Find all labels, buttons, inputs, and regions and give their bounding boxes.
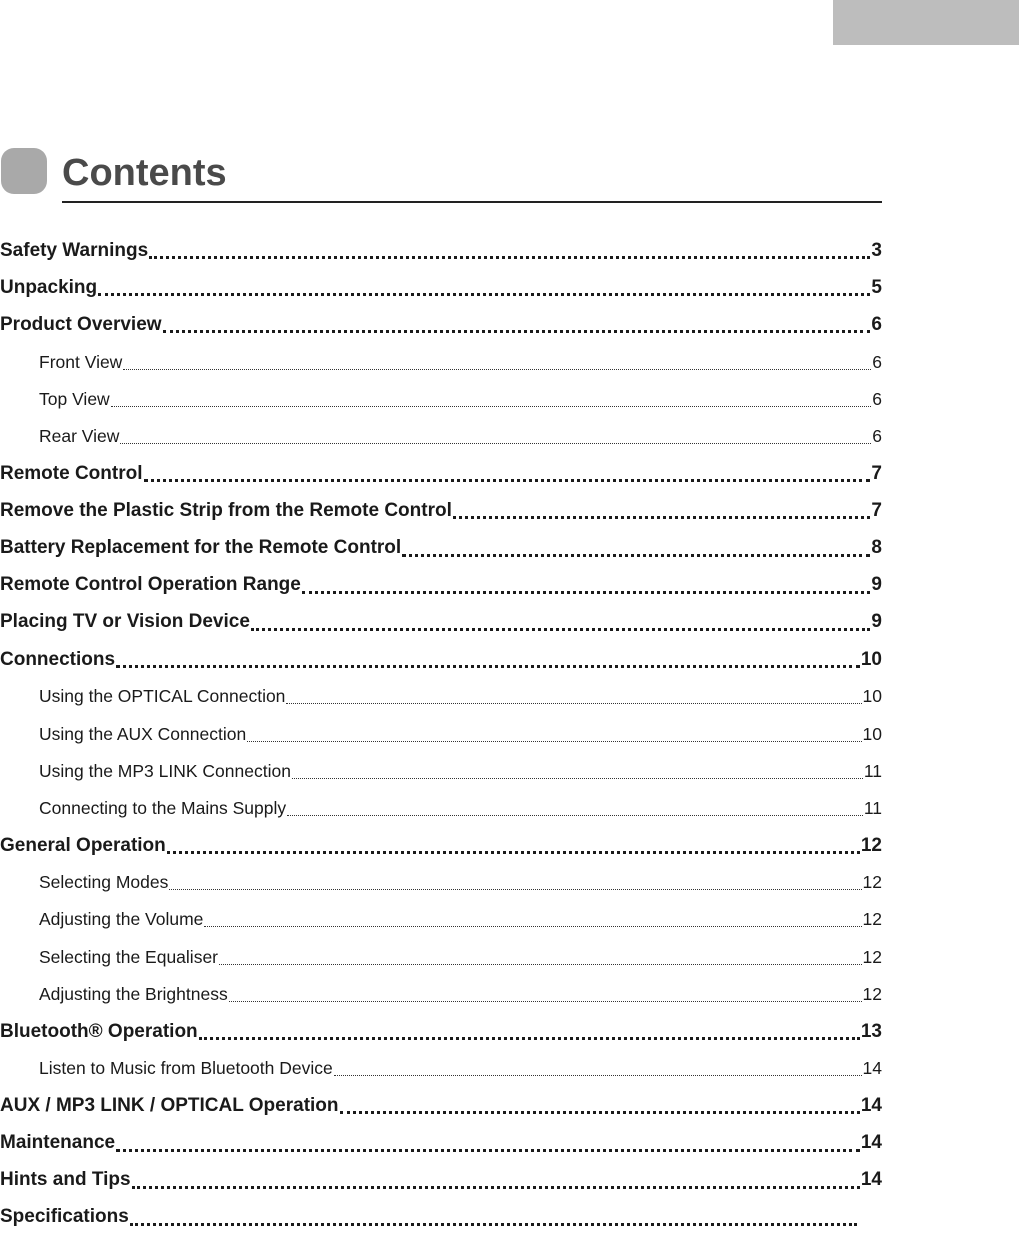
- toc-entry[interactable]: [0, 567, 882, 604]
- toc-page-number: 14: [860, 1094, 882, 1116]
- toc-leader-dots: [247, 741, 861, 742]
- toc-subentry[interactable]: [0, 939, 882, 976]
- toc-page-number: 3: [871, 239, 882, 261]
- toc-entry[interactable]: [0, 1087, 882, 1124]
- toc-leader-dots: [116, 665, 860, 668]
- toc-subentry[interactable]: [0, 418, 882, 455]
- toc-entry[interactable]: [0, 604, 882, 641]
- toc-entry-label: Specifications: [0, 1206, 129, 1228]
- toc-entry-label: Connecting to the Mains Supply: [39, 797, 287, 818]
- toc-page-number: 11: [863, 797, 882, 818]
- toc-leader-dots: [167, 851, 860, 854]
- toc-leader-dots: [292, 778, 863, 779]
- title-underline: [62, 201, 882, 203]
- toc-entry[interactable]: [0, 232, 882, 269]
- toc-entry[interactable]: [0, 1162, 882, 1199]
- toc-page-number: 6: [872, 426, 882, 447]
- contents-header: [0, 146, 882, 206]
- toc-subentry[interactable]: [0, 753, 882, 790]
- toc-entry[interactable]: [0, 492, 882, 529]
- toc-leader-dots: [123, 369, 871, 370]
- toc-entry-label: Selecting Modes: [39, 872, 169, 893]
- toc-leader-dots: [453, 516, 871, 519]
- toc-entry-label: Adjusting the Volume: [39, 909, 204, 930]
- toc-entry[interactable]: [0, 306, 882, 343]
- toc-leader-dots: [340, 1111, 860, 1114]
- toc-page-number: 9: [871, 611, 882, 633]
- toc-page-number: 6: [871, 313, 882, 335]
- toc-page-number: 12: [860, 834, 882, 856]
- toc-leader-dots: [132, 1186, 860, 1189]
- toc-leader-dots: [169, 889, 861, 890]
- toc-entry-label: Battery Replacement for the Remote Control: [0, 537, 402, 559]
- toc-leader-dots: [219, 964, 862, 965]
- toc-entry[interactable]: [0, 530, 882, 567]
- toc-leader-dots: [98, 293, 870, 296]
- toc-entry-label: Adjusting the Brightness: [39, 983, 228, 1004]
- toc-subentry[interactable]: [0, 678, 882, 715]
- toc-page-number: 14: [862, 1058, 882, 1079]
- toc-entry-label: Product Overview: [0, 313, 162, 335]
- toc-entry-label: Remove the Plastic Strip from the Remote Control: [0, 499, 452, 521]
- toc-entry-label: AUX / MP3 LINK / OPTICAL Operation: [0, 1094, 339, 1116]
- toc-leader-dots: [120, 443, 871, 444]
- toc-leader-dots: [251, 628, 871, 631]
- section-bullet-icon: [1, 148, 47, 194]
- page-corner-tab: [833, 0, 1019, 45]
- toc-entry-label: Selecting the Equaliser: [39, 946, 218, 967]
- toc-entry-label: Listen to Music from Bluetooth Device: [39, 1058, 333, 1079]
- toc-leader-dots: [199, 1037, 860, 1040]
- toc-subentry[interactable]: [0, 344, 882, 381]
- toc-entry[interactable]: [0, 1125, 882, 1162]
- table-of-contents: [0, 232, 882, 1236]
- toc-page-number: 14: [860, 1169, 882, 1191]
- toc-page-number: 12: [862, 983, 882, 1004]
- toc-entry-label: Bluetooth® Operation: [0, 1020, 198, 1042]
- toc-leader-dots: [144, 479, 871, 482]
- toc-leader-dots: [302, 591, 871, 594]
- toc-page-number: 10: [862, 723, 882, 744]
- toc-page-number: 10: [862, 686, 882, 707]
- toc-page-number: 8: [871, 537, 882, 559]
- toc-entry-label: Unpacking: [0, 276, 98, 298]
- toc-subentry[interactable]: [0, 864, 882, 901]
- toc-page-number: 12: [862, 872, 882, 893]
- toc-leader-dots: [111, 406, 872, 407]
- toc-page-number: 12: [862, 946, 882, 967]
- toc-leader-dots: [204, 926, 861, 927]
- toc-entry-label: Front View: [39, 351, 123, 372]
- toc-leader-dots: [163, 330, 871, 333]
- toc-page-number: 7: [871, 499, 882, 521]
- toc-subentry[interactable]: [0, 715, 882, 752]
- toc-subentry[interactable]: [0, 381, 882, 418]
- toc-entry-label: Remote Control: [0, 462, 143, 484]
- toc-entry[interactable]: [0, 641, 882, 678]
- toc-page-number: 12: [862, 909, 882, 930]
- toc-entry-label: Hints and Tips: [0, 1169, 131, 1191]
- toc-page-number: 7: [871, 462, 882, 484]
- toc-entry-label: Maintenance: [0, 1132, 116, 1154]
- toc-page-number: 13: [860, 1020, 882, 1042]
- toc-page-number: 6: [872, 351, 882, 372]
- toc-entry-label: Safety Warnings: [0, 239, 149, 261]
- toc-entry-label: Remote Control Operation Range: [0, 574, 301, 596]
- toc-subentry[interactable]: [0, 901, 882, 938]
- toc-entry-label: General Operation: [0, 834, 166, 856]
- toc-leader-dots: [287, 815, 863, 816]
- toc-leader-dots: [402, 554, 870, 557]
- toc-leader-dots: [334, 1075, 862, 1076]
- toc-entry-label: Using the AUX Connection: [39, 723, 247, 744]
- toc-leader-dots: [130, 1223, 857, 1226]
- toc-entry[interactable]: [0, 1013, 882, 1050]
- toc-page-number: 5: [871, 276, 882, 298]
- toc-leader-dots: [286, 703, 861, 704]
- toc-page-number: 10: [860, 648, 882, 670]
- toc-leader-dots: [229, 1001, 862, 1002]
- toc-subentry[interactable]: [0, 976, 882, 1013]
- toc-page-number: 6: [872, 388, 882, 409]
- toc-leader-dots: [149, 256, 870, 259]
- page-title: Contents: [62, 152, 227, 194]
- toc-entry[interactable]: [0, 827, 882, 864]
- toc-entry-label: Using the MP3 LINK Connection: [39, 760, 291, 781]
- toc-entry-label: Using the OPTICAL Connection: [39, 686, 286, 707]
- toc-page-number: 14: [860, 1132, 882, 1154]
- toc-subentry[interactable]: [0, 1050, 882, 1087]
- toc-page-number: 11: [863, 760, 882, 781]
- toc-entry[interactable]: [0, 269, 882, 306]
- toc-leader-dots: [116, 1149, 860, 1152]
- toc-entry[interactable]: [0, 455, 882, 492]
- toc-subentry[interactable]: [0, 790, 882, 827]
- toc-entry[interactable]: [0, 1199, 882, 1236]
- toc-entry-label: Connections: [0, 648, 116, 670]
- toc-entry-label: Top View: [39, 388, 110, 409]
- toc-entry-label: Rear View: [39, 426, 120, 447]
- toc-page-number: 9: [871, 574, 882, 596]
- toc-entry-label: Placing TV or Vision Device: [0, 611, 250, 633]
